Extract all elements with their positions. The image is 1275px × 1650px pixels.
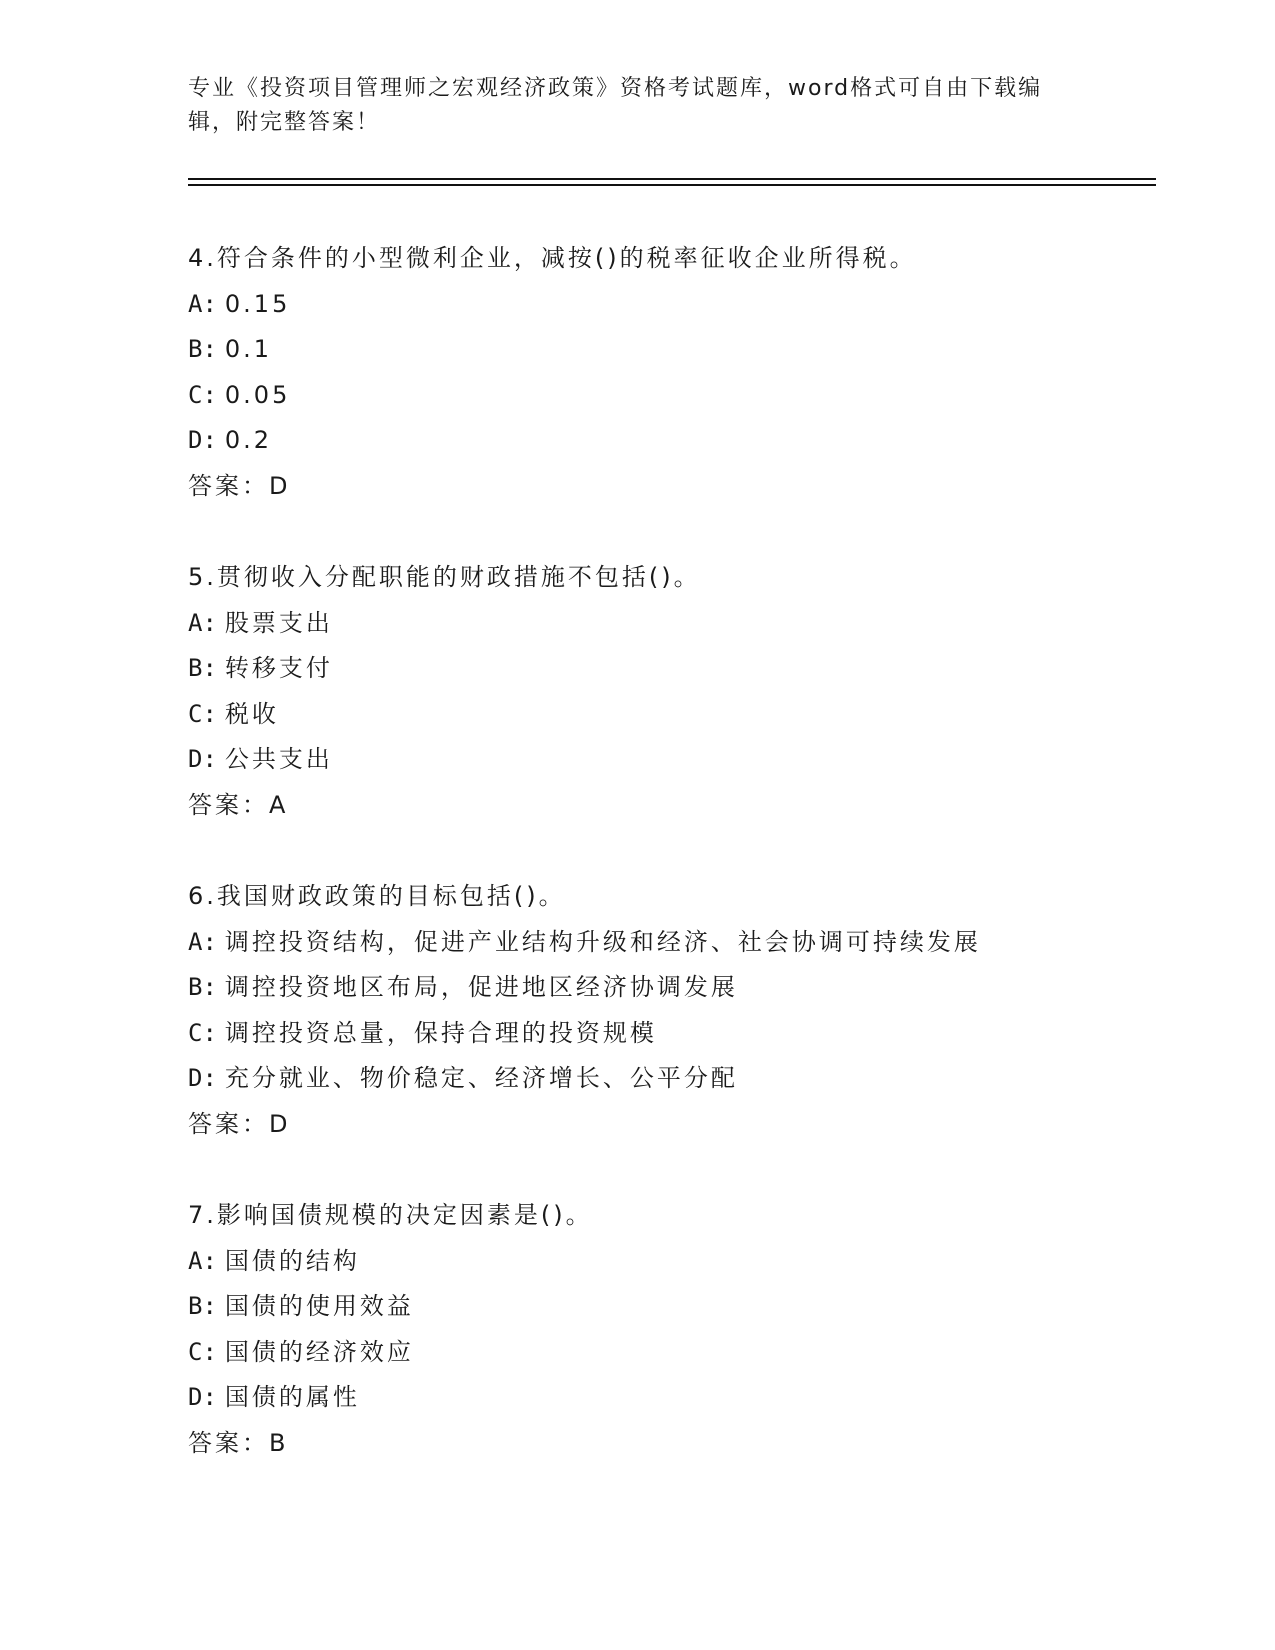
option-text: 调控投资总量，保持合理的投资规模 (224, 1018, 657, 1047)
option-c (188, 692, 1156, 738)
option-d (188, 737, 1156, 783)
option-c (188, 1330, 1156, 1376)
option-b (188, 327, 1156, 373)
document-intro: 专业《投资项目管理师之宏观经济政策》资格考试题库，word格式可自由下载编辑，附完整答案！ (188, 76, 1043, 135)
question-stem: 5.贯彻收入分配职能的财政措施不包括()。 (188, 563, 701, 591)
option-text: 充分就业、物价稳定、经济增长、公平分配 (224, 1064, 738, 1092)
option-text: 税收 (224, 699, 279, 728)
header-rule-bottom (188, 184, 1156, 186)
option-a (188, 282, 1156, 328)
option-letter: A: (188, 927, 217, 956)
answer-line: 答案：A (188, 790, 289, 819)
option-a (188, 1239, 1156, 1285)
option-letter: B: (188, 335, 217, 363)
option-text: 公共支出 (224, 745, 333, 773)
option-c (188, 373, 1156, 419)
option-text: 国债的属性 (224, 1383, 360, 1411)
option-letter: C: (188, 1018, 217, 1047)
option-text: 0.05 (224, 380, 291, 409)
option-c (188, 1011, 1156, 1057)
option-letter: C: (188, 1337, 217, 1366)
option-text: 调控投资地区布局，促进地区经济协调发展 (224, 973, 738, 1001)
option-text: 0.2 (224, 426, 273, 454)
answer-line: 答案：B (188, 1428, 289, 1457)
option-letter: A: (188, 289, 217, 318)
option-text: 国债的经济效应 (224, 1337, 414, 1366)
option-b (188, 1284, 1156, 1330)
option-text: 转移支付 (224, 654, 333, 682)
option-d (188, 1056, 1156, 1102)
question-stem: 7.影响国债规模的决定因素是()。 (188, 1201, 593, 1229)
option-letter: B: (188, 973, 217, 1001)
option-text: 0.15 (224, 289, 291, 318)
option-letter: B: (188, 1292, 217, 1320)
question-list (188, 236, 1156, 1512)
option-b (188, 965, 1156, 1011)
question-6 (188, 874, 1156, 1147)
option-b (188, 646, 1156, 692)
option-text: 调控投资结构，促进产业结构升级和经济、社会协调可持续发展 (224, 927, 981, 956)
question-stem: 4.符合条件的小型微利企业，减按()的税率征收企业所得税。 (188, 244, 917, 272)
option-letter: A: (188, 1246, 217, 1275)
option-d (188, 418, 1156, 464)
option-letter: D: (188, 745, 217, 773)
option-a (188, 601, 1156, 647)
header-rule-top (188, 178, 1156, 180)
option-a (188, 920, 1156, 966)
option-letter: C: (188, 380, 217, 409)
option-letter: B: (188, 654, 217, 682)
option-text: 国债的使用效益 (224, 1292, 414, 1320)
option-text: 股票支出 (224, 608, 333, 637)
option-d (188, 1375, 1156, 1421)
option-letter: C: (188, 699, 217, 728)
option-letter: A: (188, 608, 217, 637)
option-letter: D: (188, 1064, 217, 1092)
question-5 (188, 555, 1156, 828)
answer-line: 答案：D (188, 1109, 291, 1138)
question-7 (188, 1193, 1156, 1466)
question-4 (188, 236, 1156, 509)
option-text: 0.1 (224, 335, 273, 363)
option-letter: D: (188, 426, 217, 454)
question-stem: 6.我国财政政策的目标包括()。 (188, 882, 566, 910)
answer-line: 答案：D (188, 471, 291, 500)
option-letter: D: (188, 1383, 217, 1411)
option-text: 国债的结构 (224, 1246, 360, 1275)
